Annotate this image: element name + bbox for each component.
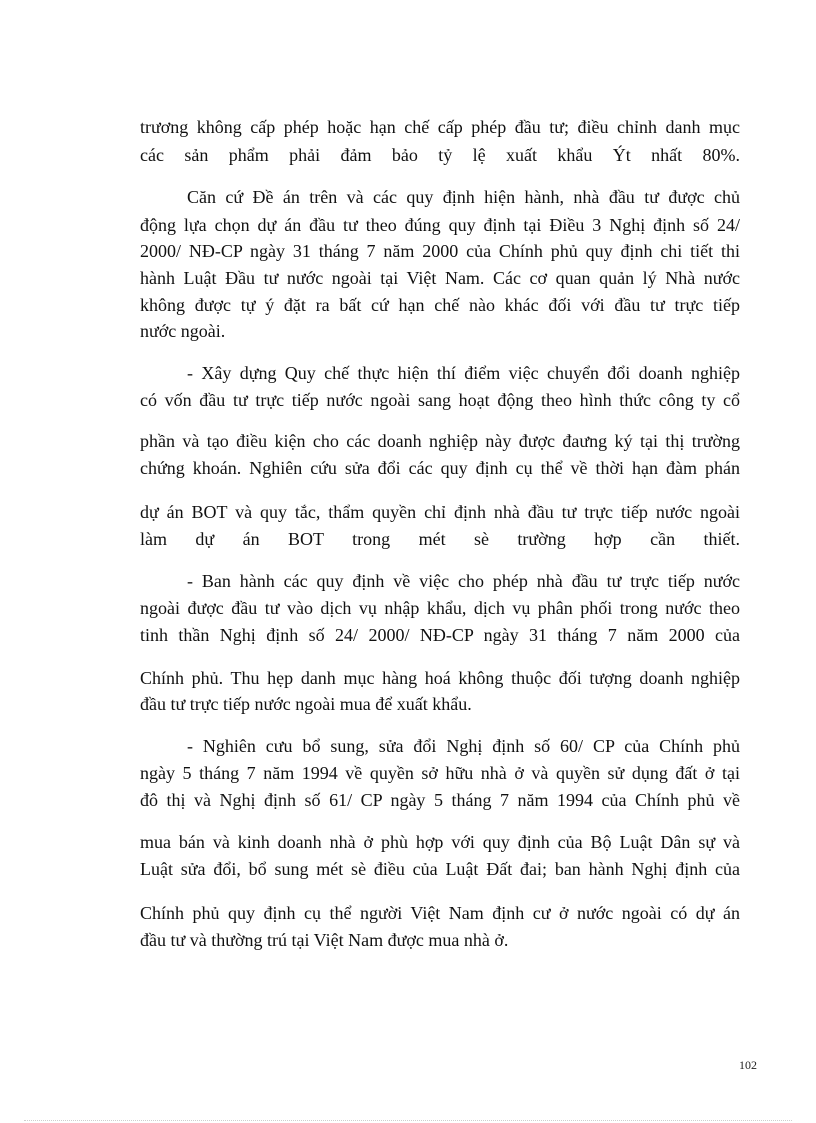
text-line: đầu tư và thường trú tại Việt Nam được mua nhà ở. [140, 930, 509, 950]
text-line: làm dự án BOT trong mét sè trường hợp cần thiết. [140, 529, 740, 549]
text-line: Luật sửa đổi, bổ sung mét sè điều của Luật Đất đai; ban hành Nghị định của [140, 859, 740, 879]
text-line: chứng khoán. Nghiên cứu sửa đổi các quy định cụ thể về thời hạn đàm phán [140, 458, 740, 478]
text-line: - Ban hành các quy định về việc cho phép nhà đầu tư trực tiếp nước [187, 571, 740, 591]
text-line: các sản phẩm phải đảm bảo tỷ lệ xuất khẩu Ýt nhất 80%. [140, 145, 740, 165]
text-line: trương không cấp phép hoặc hạn chế cấp phép đầu tư; điều chỉnh danh mục [140, 117, 740, 137]
text-line: hành Luật Đầu tư nước ngoài tại Việt Nam. Các cơ quan quản lý Nhà nước [140, 268, 740, 288]
text-line: đô thị và Nghị định số 61/ CP ngày 5 tháng 7 năm 1994 của Chính phủ về [140, 790, 740, 810]
text-line: không được tự ý đặt ra bất cứ hạn chế nào khác đối với đầu tư trực tiếp [140, 295, 740, 315]
text-line: mua bán và kinh doanh nhà ở phù hợp với quy định của Bộ Luật Dân sự và [140, 832, 740, 852]
page-number: 102 [739, 1058, 757, 1072]
text-line: động lựa chọn dự án đầu tư theo đúng quy định tại Điều 3 Nghị định số 24/ [140, 215, 740, 235]
text-line: Chính phủ quy định cụ thể người Việt Nam định cư ở nước ngoài có dự án [140, 903, 740, 923]
text-line: ngoài được đầu tư vào dịch vụ nhập khẩu, dịch vụ phân phối trong nước theo [140, 598, 740, 618]
text-line: phần và tạo điều kiện cho các doanh nghiệp này được đaưng ký tại thị trường [140, 431, 740, 451]
bottom-rule [24, 1120, 792, 1121]
text-line: Chính phủ. Thu hẹp danh mục hàng hoá không thuộc đối tượng doanh nghiệp [140, 668, 740, 688]
text-line: có vốn đầu tư trực tiếp nước ngoài sang hoạt động theo hình thức công ty cổ [140, 390, 740, 410]
text-line: dự án BOT và quy tắc, thẩm quyền chỉ định nhà đầu tư trực tiếp nước ngoài [140, 502, 740, 522]
text-line: ngày 5 tháng 7 năm 1994 về quyền sở hữu nhà ở và quyền sử dụng đất ở tại [140, 763, 740, 783]
text-line: đầu tư trực tiếp nước ngoài mua để xuất khẩu. [140, 694, 472, 714]
text-line: nước ngoài. [140, 321, 226, 341]
text-line: Căn cứ Đề án trên và các quy định hiện hành, nhà đầu tư được chủ [187, 187, 740, 207]
text-line: 2000/ NĐ-CP ngày 31 tháng 7 năm 2000 của Chính phủ quy định chi tiết thi [140, 241, 740, 261]
text-line: - Nghiên cưu bổ sung, sửa đổi Nghị định số 60/ CP của Chính phủ [187, 736, 740, 756]
text-line: - Xây dựng Quy chế thực hiện thí điểm việc chuyển đổi doanh nghiệp [187, 363, 740, 383]
text-line: tinh thần Nghị định số 24/ 2000/ NĐ-CP ngày 31 tháng 7 năm 2000 của [140, 625, 740, 645]
